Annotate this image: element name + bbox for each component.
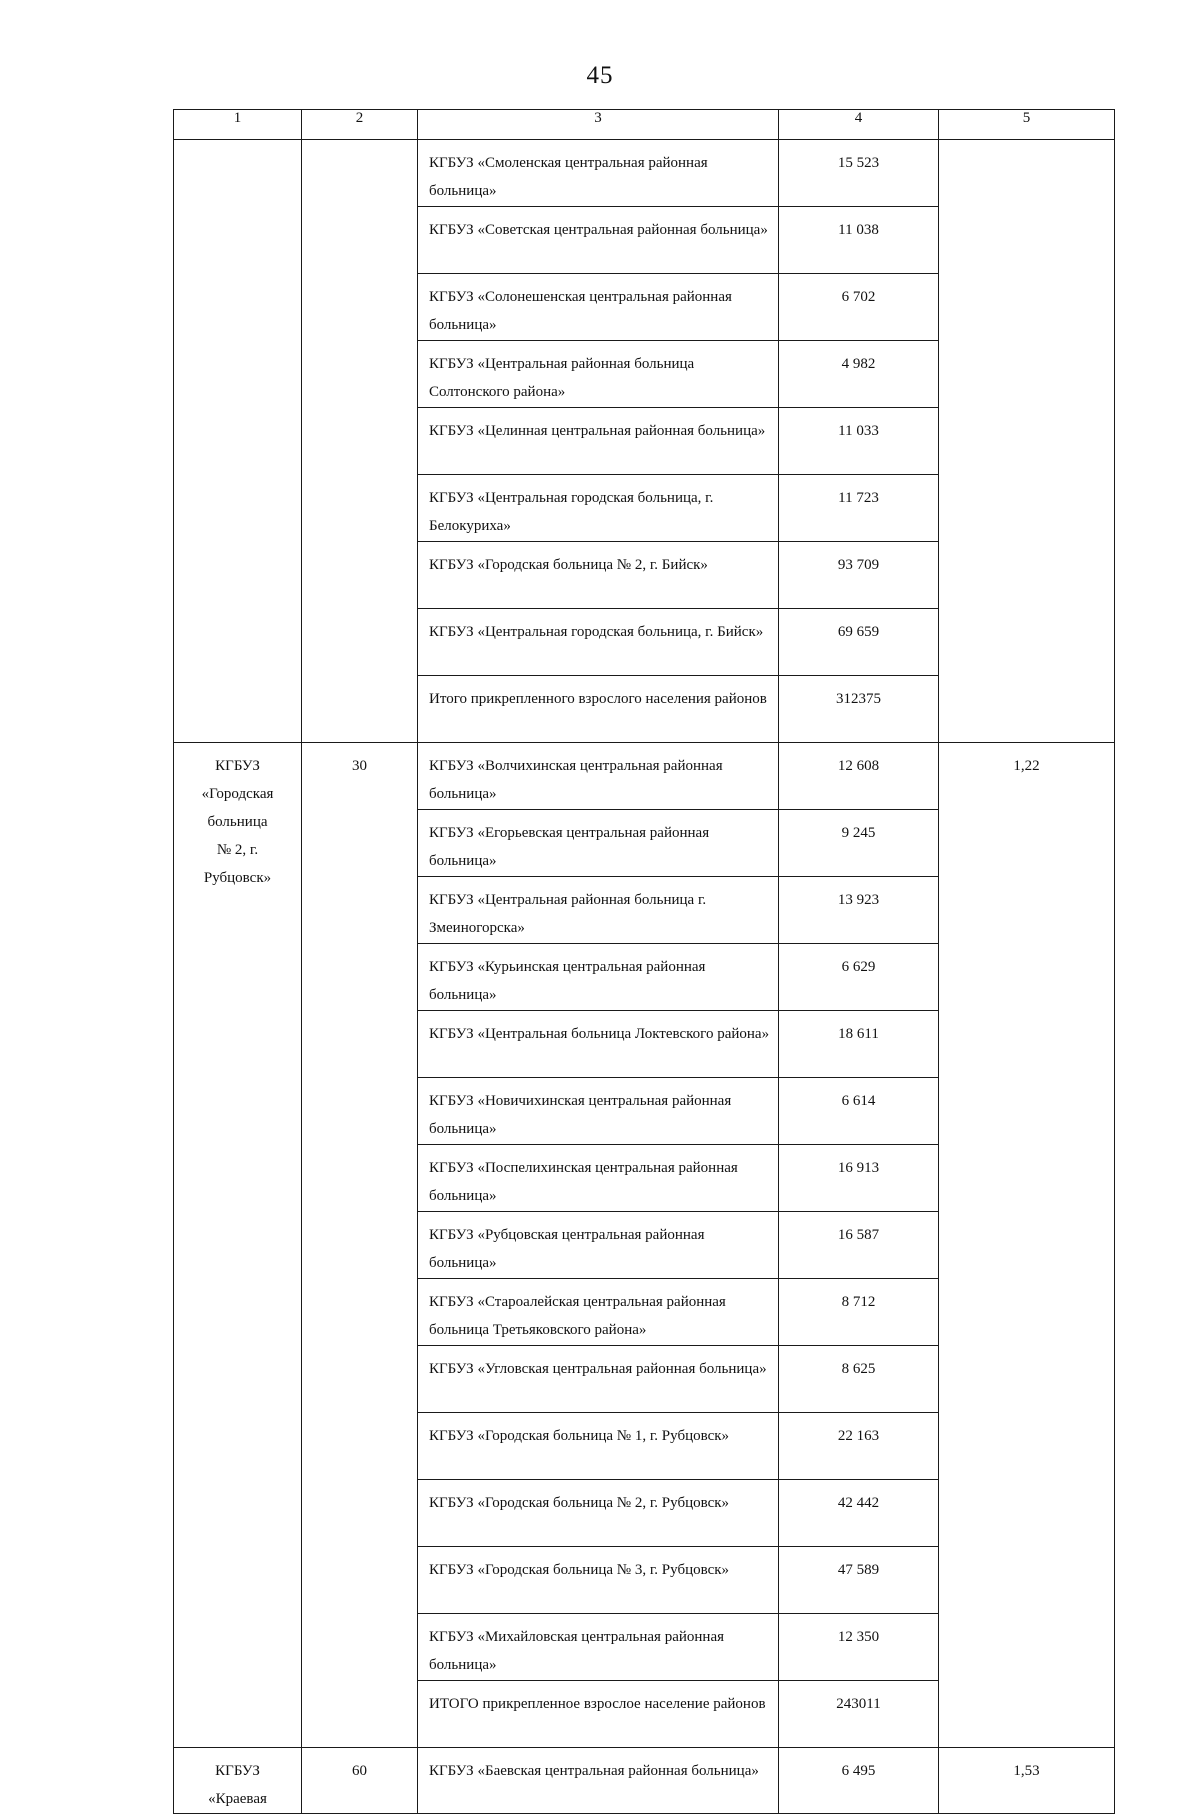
facility-name: КГБУЗ «Советская центральная районная больница» <box>418 207 779 274</box>
coefficient-value <box>939 140 1115 743</box>
population-value: 18 611 <box>779 1011 939 1078</box>
hospital-table <box>173 109 1115 1814</box>
institution-line: «Городская <box>201 786 274 802</box>
facility-name: КГБУЗ «Рубцовская центральная районная больница» <box>418 1212 779 1279</box>
population-value: 11 038 <box>779 207 939 274</box>
population-value: 6 629 <box>779 944 939 1011</box>
facility-name: КГБУЗ «Егорьевская центральная районная больница» <box>418 810 779 877</box>
facility-name: КГБУЗ «Центральная районная больница Солтонского района» <box>418 341 779 408</box>
population-value: 6 495 <box>779 1748 939 1814</box>
population-value: 93 709 <box>779 542 939 609</box>
institution-line: КГБУЗ <box>215 1763 260 1779</box>
population-value: 16 587 <box>779 1212 939 1279</box>
population-value: 16 913 <box>779 1145 939 1212</box>
table-row <box>174 140 1115 207</box>
coefficient-value: 1,22 <box>939 743 1115 1748</box>
institution-line: КГБУЗ <box>215 758 260 774</box>
facility-name: КГБУЗ «Староалейская центральная районная больница Третьяковского района» <box>418 1279 779 1346</box>
facility-name: КГБУЗ «Поспелихинская центральная районная больница» <box>418 1145 779 1212</box>
facility-name: КГБУЗ «Курьинская центральная районная больница» <box>418 944 779 1011</box>
facility-name: КГБУЗ «Баевская центральная районная больница» <box>418 1748 779 1814</box>
facility-name: КГБУЗ «Городская больница № 2, г. Бийск» <box>418 542 779 609</box>
facility-name: КГБУЗ «Городская больница № 2, г. Рубцовск» <box>418 1480 779 1547</box>
facility-name: КГБУЗ «Целинная центральная районная больница» <box>418 408 779 475</box>
column-2-value <box>302 140 418 743</box>
population-value: 15 523 <box>779 140 939 207</box>
institution-cell <box>174 743 302 1748</box>
facility-name: КГБУЗ «Угловская центральная районная больница» <box>418 1346 779 1413</box>
population-value: 6 702 <box>779 274 939 341</box>
header-row <box>174 110 1115 140</box>
facility-name: КГБУЗ «Городская больница № 1, г. Рубцовск» <box>418 1413 779 1480</box>
facility-name: КГБУЗ «Городская больница № 3, г. Рубцовск» <box>418 1547 779 1614</box>
population-value: 11 723 <box>779 475 939 542</box>
facility-name: КГБУЗ «Солонешенская центральная районная больница» <box>418 274 779 341</box>
population-value: 42 442 <box>779 1480 939 1547</box>
population-value: 47 589 <box>779 1547 939 1614</box>
header-col-5: 5 <box>939 110 1115 140</box>
facility-name: ИТОГО прикрепленное взрослое население районов <box>418 1681 779 1748</box>
population-value: 22 163 <box>779 1413 939 1480</box>
facility-name: КГБУЗ «Центральная городская больница, г. Бийск» <box>418 609 779 676</box>
population-value: 4 982 <box>779 341 939 408</box>
institution-cell <box>174 140 302 743</box>
institution-line: Рубцовск» <box>203 870 272 886</box>
facility-name: КГБУЗ «Центральная больница Локтевского района» <box>418 1011 779 1078</box>
population-value: 6 614 <box>779 1078 939 1145</box>
table-row <box>174 1748 1115 1814</box>
institution-line: больница <box>207 814 268 830</box>
population-value: 243011 <box>779 1681 939 1748</box>
facility-name: КГБУЗ «Центральная районная больница г. Змеиногорска» <box>418 877 779 944</box>
population-value: 8 712 <box>779 1279 939 1346</box>
facility-name: КГБУЗ «Волчихинская центральная районная больница» <box>418 743 779 810</box>
population-value: 8 625 <box>779 1346 939 1413</box>
institution-cell <box>174 1748 302 1814</box>
table-row <box>174 743 1115 810</box>
facility-name: КГБУЗ «Смоленская центральная районная больница» <box>418 140 779 207</box>
population-value: 9 245 <box>779 810 939 877</box>
header-col-4: 4 <box>779 110 939 140</box>
population-value: 13 923 <box>779 877 939 944</box>
facility-name: КГБУЗ «Центральная городская больница, г. Белокуриха» <box>418 475 779 542</box>
institution-line: № 2, г. <box>216 842 259 858</box>
header-col-1: 1 <box>174 110 302 140</box>
facility-name: КГБУЗ «Новичихинская центральная районная больница» <box>418 1078 779 1145</box>
coefficient-value: 1,53 <box>939 1748 1115 1814</box>
facility-name: Итого прикрепленного взрослого населения районов <box>418 676 779 743</box>
page-number: 45 <box>586 62 614 89</box>
population-value: 11 033 <box>779 408 939 475</box>
header-col-3: 3 <box>418 110 779 140</box>
institution-line: «Краевая <box>208 1791 267 1807</box>
column-2-value: 60 <box>302 1748 418 1814</box>
population-value: 12 350 <box>779 1614 939 1681</box>
column-2-value: 30 <box>302 743 418 1748</box>
header-col-2: 2 <box>302 110 418 140</box>
population-value: 12 608 <box>779 743 939 810</box>
population-value: 312375 <box>779 676 939 743</box>
population-value: 69 659 <box>779 609 939 676</box>
facility-name: КГБУЗ «Михайловская центральная районная больница» <box>418 1614 779 1681</box>
